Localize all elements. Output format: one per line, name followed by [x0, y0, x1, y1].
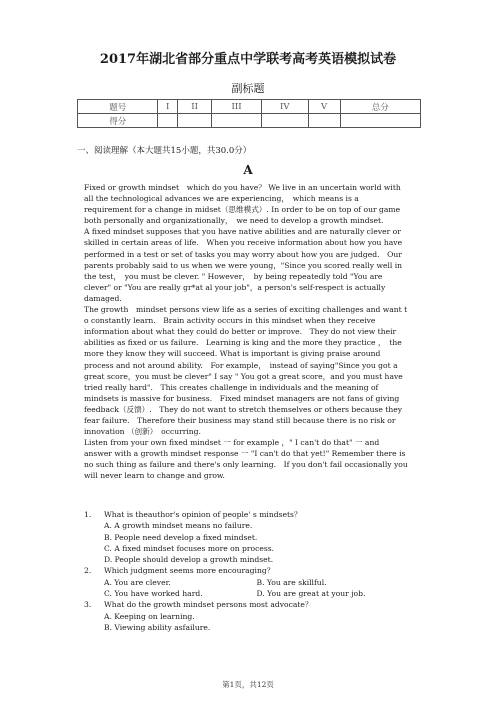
score-header-cell: I [158, 100, 177, 114]
doc-title: 2017年湖北省部分重点中学联考高考英语模拟试卷 [99, 52, 397, 67]
score-header-cell: 题号 [78, 100, 158, 114]
score-row-label: 得分 [78, 114, 158, 128]
reading-passage [84, 182, 409, 482]
answer-option: D. People should develop a growth mindset. [104, 555, 274, 565]
answer-option: A. A growth mindset means no failure. [104, 521, 253, 531]
score-header-cell: II [177, 100, 211, 114]
question-item [84, 509, 409, 565]
answer-option: B. People need develop a fixed mindset. [104, 532, 258, 542]
question-text: What do the growth mindset persons most advocate？ [104, 600, 313, 610]
passage-paragraph: Listen from your own fixed mindset 一 for example ，" I can't do that" 一 and answer with a growth mindset response 一 "I can't do that yet!" Remember there is no such thing as failure and there's only learning. If you don't fail occasionally you will never learn to change and grow. [84, 438, 408, 481]
answer-option: A. Keeping on learning. [104, 611, 195, 621]
answer-option: C. You have worked hard. [104, 589, 203, 599]
score-cell [261, 114, 308, 128]
question-text: What is theauthor's opinion of people' s mindsets？ [104, 510, 302, 519]
question-list [84, 509, 409, 633]
passage-letter: A [243, 163, 253, 177]
page-footer: 第1页，共12页 [222, 680, 274, 689]
section-heading: 一、阅读理解（本大题共15小题，共30.0分） [77, 146, 252, 156]
answer-option: C. A fixed mindset focuses more on process. [104, 543, 275, 553]
passage-paragraph: Fixed or growth mindset which do you have？ We live in an uncertain world with all the technological advances we are experiencing， which means is a requirement for a change in midset（思维模式）. In order to be on top of our game both personally and organizationally， we need to develop a growth mindset. [84, 183, 401, 226]
answer-option: B. Viewing ability asfailure. [104, 622, 211, 632]
question-item [84, 599, 409, 633]
score-table [77, 99, 421, 128]
score-header-cell: 总分 [340, 100, 420, 114]
question-number: 2. [84, 566, 92, 576]
doc-subtitle: 副标题 [231, 82, 265, 95]
question-item [84, 565, 409, 599]
score-table-score-row [78, 114, 421, 128]
answer-option: A. You are clever. [104, 577, 171, 587]
score-header-cell: III [212, 100, 261, 114]
score-cell [212, 114, 261, 128]
score-header-cell: V [308, 100, 340, 114]
passage-paragraph: A fixed mindset supposes that you have native abilities and are naturally clever or skilled in certain areas of life. When you receive information about how you have performed in a test or set of tasks you may worry about how you are judged. Our parents probably said to us when we were young，"Since you scored really well in the test， you must be clever. " However， by being repeatedly told "You are clever" or "You are really gr*at al your job"，a person's self-respect is actually damaged. [84, 227, 403, 303]
score-header-cell: IV [261, 100, 308, 114]
score-cell [177, 114, 211, 128]
question-number: 3. [84, 600, 92, 610]
score-table-header-row [78, 100, 421, 114]
question-number: 1. [84, 510, 92, 519]
score-cell [308, 114, 340, 128]
score-cell [340, 114, 420, 128]
score-cell [158, 114, 177, 128]
passage-paragraph: The growth mindset persons view life as a series of exciting challenges and want t o constantly learn. Brain activity occurs in this mindset when they receive information about what they could do better or improve. They do not view their abilities as fixed or us failure. Learning is king and the more they practice ， the more they know they will succeed. What is important is giving praise around process and not around ability. For example， instead of saying"Since you got a great score，you must be clever" I say " You got a great score，and you must have tried really hard". This creates challenge in individuals and the meaning of mindsets is massive for business. Fixed mindset managers are not fans of giving feedback（反馈）. They do not want to stretch themselves or others because they fear failure. Therefore their business may stand still because there is no risk or innovation （创新） occurring. [84, 305, 408, 437]
answer-option-row [104, 577, 409, 588]
answer-option: D. You are great at your job. [256, 589, 366, 599]
answer-option: B. You are skillful. [256, 577, 327, 587]
answer-option-row [104, 588, 409, 599]
question-text: Which judgment seems more encouraging？ [104, 566, 275, 576]
